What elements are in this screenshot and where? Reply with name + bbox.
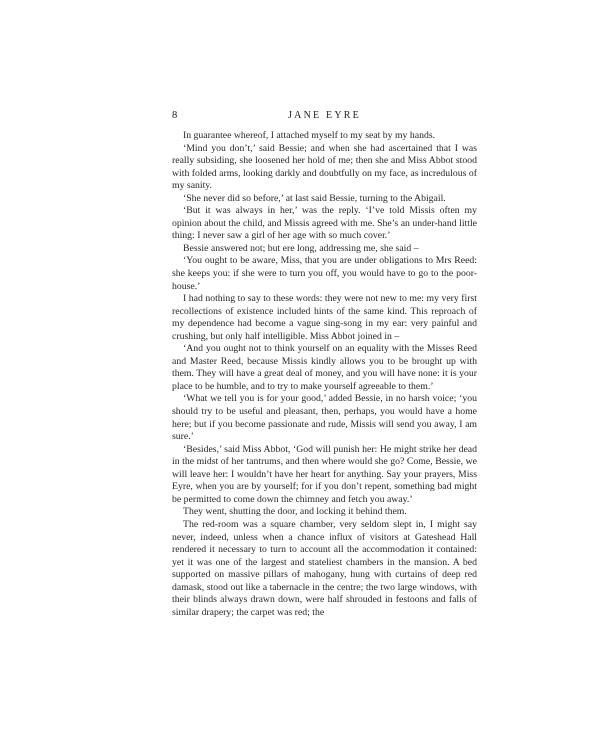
running-head bbox=[172, 110, 477, 126]
paragraph: ‘Besides,’ said Miss Abbot, ‘God will punish her: He might strike her dead in the midst of her tantrums, and then where would she go? Come, Bessie, we will leave her: I wouldn’t have her heart for anything. Say your prayers, Miss Eyre, when you are by yourself; for if you don’t repent, something bad might be permitted to come down the chimney and fetch you away.’ bbox=[172, 443, 477, 505]
page-number: 8 bbox=[172, 110, 178, 121]
paragraph: I had nothing to say to these words: they were not new to me: my very first recollections of existence included hints of the same kind. This reproach of my dependence had become a vague sing-song in my ear: very painful and crushing, but only half intelligible. Miss Abbot joined in – bbox=[172, 293, 477, 342]
paragraph: ‘But it was always in her,’ was the reply. ‘I’ve told Missis often my opinion about the child, and Missis agreed with me. She’s an under-hand little thing: I never saw a girl of her age with so much cover.’ bbox=[172, 205, 477, 242]
paragraph: In guarantee whereof, I attached myself to my seat by my hands. bbox=[183, 130, 436, 141]
paragraph: They went, shutting the door, and locking it behind them. bbox=[183, 506, 407, 518]
paragraph: Bessie answered not; but ere long, addressing me, she said – bbox=[183, 242, 419, 254]
paragraph: The red-room was a square chamber, very seldom slept in, I might say never, indeed, unless when a chance influx of visitors at Gateshead Hall rendered it necessary to turn to account all the accommodation it contained: yet it was one of the largest and stateliest chambers in the mansion. A bed supported on massive pillars of mahogany, hung with curtains of deep red damask, stood out like a tabernacle in the centre; the two large windows, with their blinds always drawn down, were half shrouded in festoons and falls of similar drapery; the carpet was red; the bbox=[172, 518, 477, 618]
paragraph: ‘You ought to be aware, Miss, that you are under obligations to Mrs Reed: she keeps you: if she were to turn you off, you would have to go to the poor-house.’ bbox=[172, 255, 477, 292]
paragraph: ‘What we tell you is for your good,’ added Bessie, in no harsh voice; ‘you should try to be useful and pleasant, then, perhaps, you would have a home here; but if you become passionate and rude, Missis will send you away, I am sure.’ bbox=[172, 393, 477, 443]
book-title: JANE EYRE bbox=[288, 110, 361, 121]
paragraph: ‘Mind you don’t,’ said Bessie; and when she had ascertained that I was really subsiding, she loosened her hold of me; then she and Miss Abbot stood with folded arms, looking darkly and doubtfully on my face, as incredulous of my sanity. bbox=[172, 142, 477, 192]
body-text bbox=[172, 130, 477, 619]
paragraph: ‘And you ought not to think yourself on an equality with the Misses Reed and Master Reed, because Missis kindly allows you to be brought up with them. They will have a great deal of money, and you will have none: it is your place to be humble, and to try to make yourself agreeable to them.’ bbox=[172, 343, 477, 392]
paragraph: ‘She never did so before,’ at last said Bessie, turning to the Abigail. bbox=[183, 192, 446, 204]
